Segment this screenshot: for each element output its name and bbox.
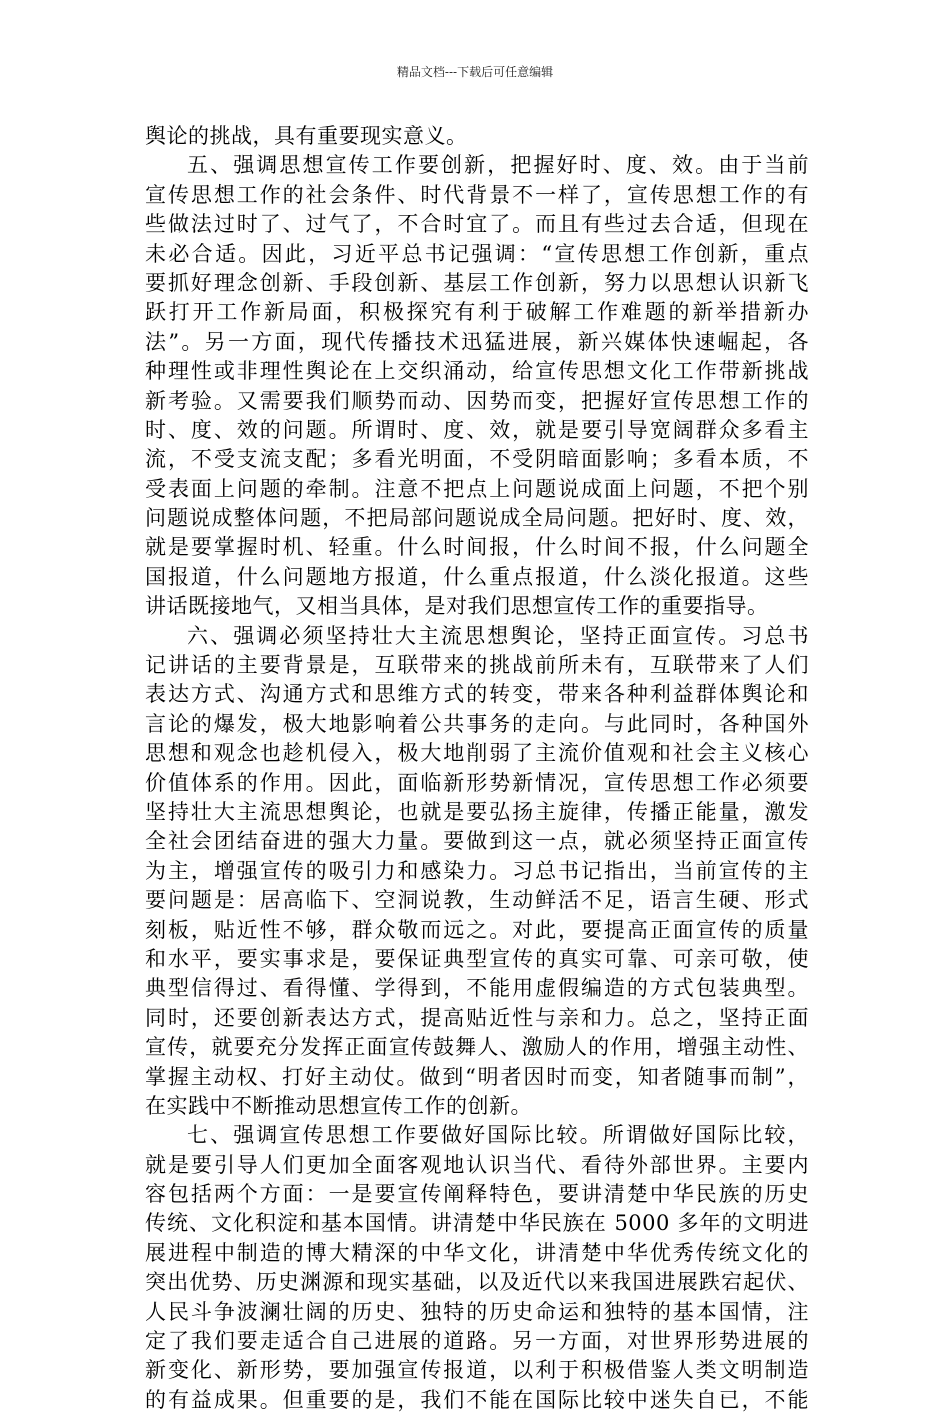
text-line: 问题说成整体问题，不把局部问题说成全局问题。把好时、度、效， bbox=[145, 506, 809, 531]
text-line: 言论的爆发，极大地影响着公共事务的走向。与此同时，各种国外 bbox=[145, 711, 809, 736]
text-line: 在实践中不断推动思想宣传工作的创新。 bbox=[145, 1093, 532, 1118]
text-line: 坚持壮大主流思想舆论，也就是要弘扬主旋律，传播正能量，激发 bbox=[145, 799, 809, 824]
text-line: 人民斗争波澜壮阔的历史、独特的历史命运和独特的基本国情，注 bbox=[145, 1299, 809, 1324]
text-line: 突出优势、历史渊源和现实基础，以及近代以来我国进展跌宕起伏、 bbox=[145, 1270, 809, 1295]
text-line: 受表面上问题的牵制。注意不把点上问题说成面上问题，不把个别 bbox=[145, 476, 809, 501]
text-line: 流，不受支流支配；多看光明面，不受阴暗面影响；多看本质，不 bbox=[145, 447, 809, 472]
document-body bbox=[145, 122, 809, 1412]
text-line: 新考验。又需要我们顺势而动、因势而变，把握好宣传思想工作的 bbox=[145, 388, 809, 413]
text-line: 记讲话的主要背景是，互联带来的挑战前所未有，互联带来了人们 bbox=[145, 653, 809, 678]
text-line: 要问题是：居高临下、空洞说教，生动鲜活不足，语言生硬、形式 bbox=[145, 888, 809, 913]
text-line: 就是要掌握时机、轻重。什么时间报，什么时间不报，什么问题全 bbox=[145, 535, 809, 560]
text-line: 和水平，要实事求是，要保证典型宣传的真实可靠、可亲可敬，使 bbox=[145, 946, 809, 971]
text-line: 要抓好理念创新、手段创新、基层工作创新，努力以思想认识新飞 bbox=[145, 270, 809, 295]
text-line: 的有益成果。但重要的是，我们不能在国际比较中迷失自已，不能 bbox=[145, 1387, 809, 1412]
text-line: 宣传，就要充分发挥正面宣传鼓舞人、激励人的作用，增强主动性、 bbox=[145, 1035, 809, 1060]
paragraph-five-start: 五、强调思想宣传工作要创新，把握好时、度、效。由于当前 bbox=[187, 153, 809, 178]
text-line: 舆论的挑战，具有重要现实意义。 bbox=[145, 124, 468, 148]
text-line: 种理性或非理性舆论在上交织涌动，给宣传思想文化工作带新挑战 bbox=[145, 359, 809, 384]
text-line: 传统、文化积淀和基本国情。讲清楚中华民族在 5000 多年的文明进 bbox=[145, 1211, 809, 1236]
paragraph-six-start: 六、强调必须坚持壮大主流思想舆论，坚持正面宣传。习总书 bbox=[187, 623, 809, 648]
page-header: 精品文档---下载后可任意编辑 bbox=[396, 65, 554, 79]
text-line: 就是要引导人们更加全面客观地认识当代、看待外部世界。主要内 bbox=[145, 1152, 809, 1177]
text-line: 全社会团结奋进的强大力量。要做到这一点，就必须坚持正面宣传 bbox=[145, 829, 809, 854]
text-line: 时、度、效的问题。所谓时、度、效，就是要引导宽阔群众多看主 bbox=[145, 417, 809, 442]
text-line: 表达方式、沟通方式和思维方式的转变，带来各种利益群体舆论和 bbox=[145, 682, 809, 707]
text-line: 展进程中制造的博大精深的中华文化，讲清楚中华优秀传统文化的 bbox=[145, 1240, 809, 1265]
text-line: 典型信得过、看得懂、学得到，不能用虚假编造的方式包装典型。 bbox=[145, 976, 809, 1001]
text-line: 掌握主动权、打好主动仗。做到“明者因时而变，知者随事而制”， bbox=[145, 1064, 809, 1089]
text-line: 价值体系的作用。因此，面临新形势新情况，宣传思想工作必须要 bbox=[145, 770, 809, 795]
text-line: 容包括两个方面：一是要宣传阐释特色，要讲清楚中华民族的历史 bbox=[145, 1182, 809, 1207]
paragraph-seven-start: 七、强调宣传思想工作要做好国际比较。所谓做好国际比较， bbox=[187, 1123, 809, 1148]
text-line: 同时，还要创新表达方式，提高贴近性与亲和力。总之，坚持正面 bbox=[145, 1005, 809, 1030]
text-line: 新变化、新形势，要加强宣传报道，以利于积极借鉴人类文明制造 bbox=[145, 1358, 809, 1383]
text-line: 刻板，贴近性不够，群众敬而远之。对此，要提高正面宣传的质量 bbox=[145, 917, 809, 942]
text-line: 思想和观念也趁机侵入，极大地削弱了主流价值观和社会主义核心 bbox=[145, 741, 809, 766]
text-line: 些做法过时了、过气了，不合时宜了。而且有些过去合适，但现在 bbox=[145, 212, 809, 237]
text-line: 未必合适。因此，习近平总书记强调：“宣传思想工作创新，重点 bbox=[145, 241, 809, 266]
text-line: 讲话既接地气，又相当具体，是对我们思想宣传工作的重要指导。 bbox=[145, 594, 769, 619]
text-line: 跃打开工作新局面，积极探究有利于破解工作难题的新举措新办 bbox=[145, 300, 809, 325]
text-line: 宣传思想工作的社会条件、时代背景不一样了，宣传思想工作的有 bbox=[145, 182, 809, 207]
text-line: 定了我们要走适合自己进展的道路。另一方面，对世界形势进展的 bbox=[145, 1329, 809, 1354]
text-line: 法”。另一方面，现代传播技术迅猛进展，新兴媒体快速崛起，各 bbox=[145, 329, 809, 354]
text-line: 国报道，什么问题地方报道，什么重点报道，什么淡化报道。这些 bbox=[145, 564, 809, 589]
text-line: 为主，增强宣传的吸引力和感染力。习总书记指出，当前宣传的主 bbox=[145, 858, 809, 883]
